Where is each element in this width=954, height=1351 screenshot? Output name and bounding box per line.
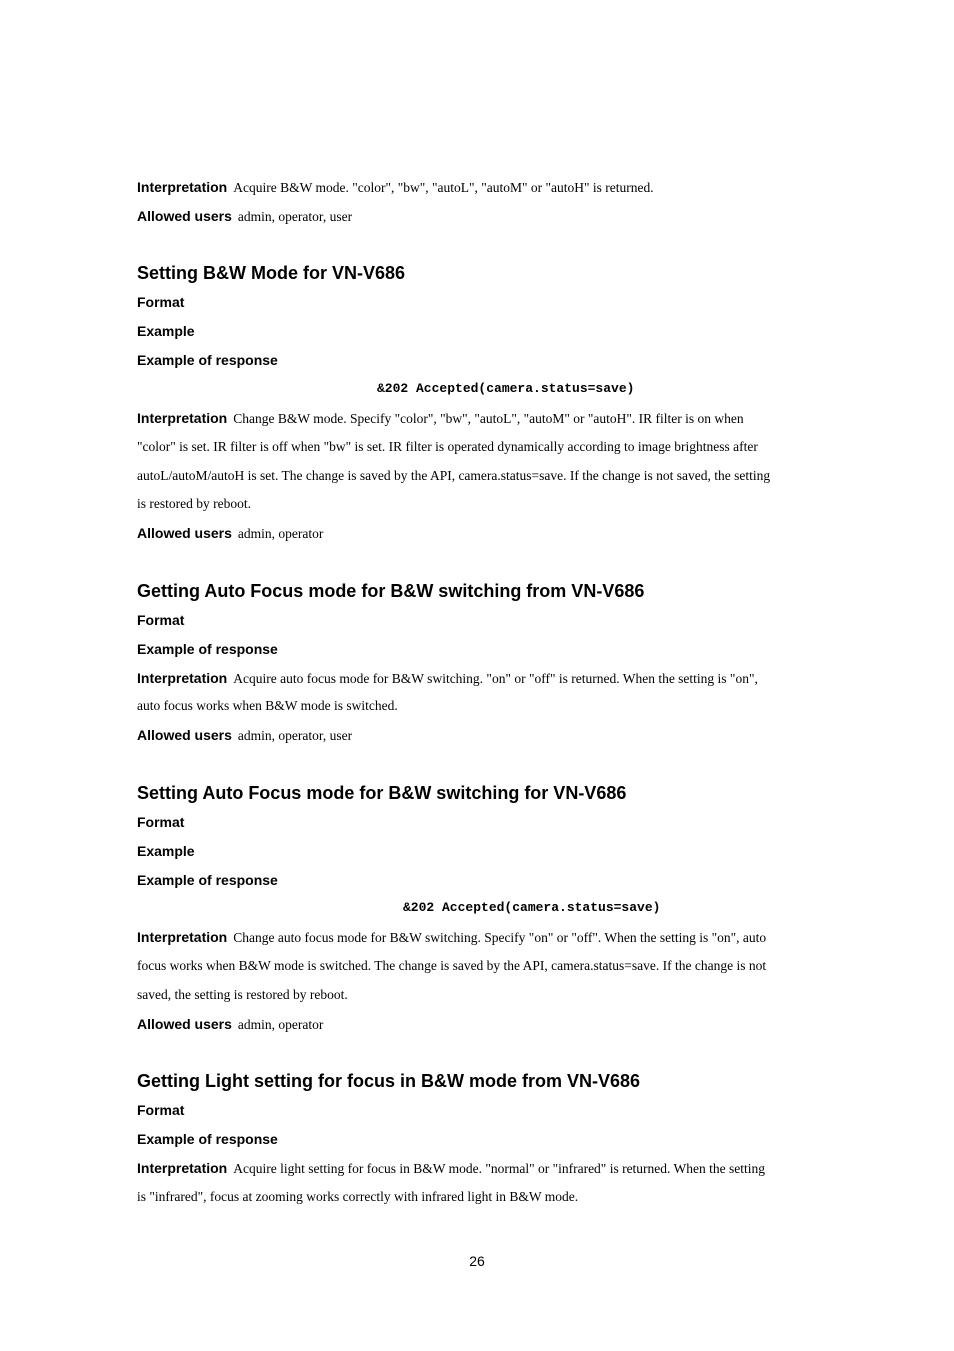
interpretation-label: Interpretation — [137, 670, 228, 686]
allowed-users-row — [137, 1016, 827, 1034]
section-heading: Getting Auto Focus mode for B&W switching from VN-V686 — [137, 581, 645, 601]
example-of-response-label: Example of response — [137, 872, 278, 888]
allowed-users-text: admin, operator, user — [237, 209, 353, 224]
interpretation-text: is "infrared", focus at zooming works correctly with infrared light in B&W mode. — [137, 1189, 579, 1204]
interpretation-row — [137, 410, 827, 428]
allowed-users-text: admin, operator — [237, 1017, 324, 1032]
section-heading: Setting B&W Mode for VN-V686 — [137, 263, 406, 283]
format-label: Format — [137, 814, 185, 830]
interpretation-text: Change B&W mode. Specify "color", "bw", "autoL", "autoM" or "autoH". IR filter is on when — [233, 411, 744, 426]
interpretation-label: Interpretation — [137, 1160, 228, 1176]
interpretation-text: autoL/autoM/autoH is set. The change is saved by the API, camera.status=save. If the change is not saved, the setting — [137, 468, 771, 483]
format-label: Format — [137, 294, 185, 310]
interpretation-label: Interpretation — [137, 410, 228, 426]
interpretation-text: focus works when B&W mode is switched. The change is saved by the API, camera.status=save. If the change is not — [137, 958, 767, 973]
format-label: Format — [137, 612, 185, 628]
allowed-users-label: Allowed users — [137, 208, 232, 224]
interpretation-row — [137, 1160, 827, 1178]
interpretation-text: saved, the setting is restored by reboot. — [137, 987, 348, 1002]
example-label: Example — [137, 843, 195, 859]
interpretation-text: Acquire B&W mode. "color", "bw", "autoL", "autoM" or "autoH" is returned. — [233, 180, 654, 195]
section-heading: Setting Auto Focus mode for B&W switching for VN-V686 — [137, 783, 627, 803]
format-label: Format — [137, 1102, 185, 1118]
allowed-users-text: admin, operator — [237, 526, 324, 541]
example-label: Example — [137, 323, 195, 339]
interpretation-text: Acquire auto focus mode for B&W switching. "on" or "off" is returned. When the setting is "on", — [233, 671, 758, 686]
allowed-users-label: Allowed users — [137, 727, 232, 743]
allowed-users-label: Allowed users — [137, 525, 232, 541]
interpretation-text: auto focus works when B&W mode is switched. — [137, 698, 398, 713]
interpretation-row — [137, 179, 827, 197]
response-code: &202 Accepted(camera.status=save) — [403, 900, 661, 915]
response-code: &202 Accepted(camera.status=save) — [377, 381, 635, 396]
interpretation-label: Interpretation — [137, 929, 228, 945]
allowed-users-text: admin, operator, user — [237, 728, 353, 743]
interpretation-row — [137, 929, 827, 947]
interpretation-label: Interpretation — [137, 179, 228, 195]
interpretation-text: Change auto focus mode for B&W switching. Specify "on" or "off". When the setting is "on", auto — [233, 930, 767, 945]
example-of-response-label: Example of response — [137, 352, 278, 368]
interpretation-text: Acquire light setting for focus in B&W mode. "normal" or "infrared" is returned. When the setting — [233, 1161, 766, 1176]
interpretation-text: is restored by reboot. — [137, 496, 251, 511]
interpretation-text: "color" is set. IR filter is off when "bw" is set. IR filter is operated dynamically according to image brightness after — [137, 439, 758, 454]
allowed-users-row — [137, 525, 827, 543]
example-of-response-label: Example of response — [137, 1131, 278, 1147]
allowed-users-row — [137, 208, 827, 226]
interpretation-row — [137, 670, 827, 688]
allowed-users-label: Allowed users — [137, 1016, 232, 1032]
allowed-users-row — [137, 727, 827, 745]
section-heading: Getting Light setting for focus in B&W mode from VN-V686 — [137, 1071, 641, 1091]
example-of-response-label: Example of response — [137, 641, 278, 657]
page-number: 26 — [469, 1253, 485, 1269]
